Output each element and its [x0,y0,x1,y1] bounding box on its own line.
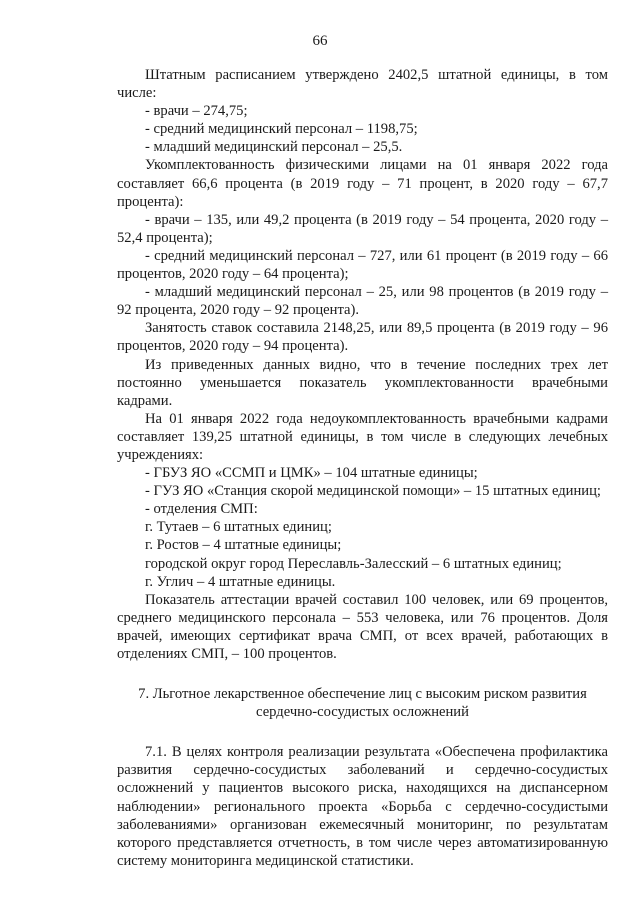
list-item-uglich: г. Углич – 4 штатные единицы. [145,573,336,590]
document-body [117,66,608,870]
section-heading: 7. Льготное лекарственное обеспечение лиц с высоким риском развития сердечно-сосудистых осложнений [138,686,587,721]
list-item-mid-completeness: - средний медицинский персонал – 727, или 61 процент (в 2019 году – 66 процентов, 2020 году – 64 процента); [117,247,608,283]
paragraph-attestation: Показатель аттестации врачей составил 100 человек, или 69 процентов, среднего медицинского персонала – 553 человека, или 76 процентов. Доля врачей, имеющих сертификат врача СМП, от всех врачей, работающих в отделениях СМП, – 100 процентов. [117,591,608,662]
page-number: 66 [312,33,328,49]
list-item-tutaev: г. Тутаев – 6 штатных единиц; [145,519,332,536]
list-item-junior-completeness: - младший медицинский персонал – 25, или 98 процентов (в 2019 году – 92 процента, 2020 году – 92 процента). [117,284,608,319]
list-item-doctors: - врачи – 274,75; [145,103,248,120]
list-item-doctors-completeness: - врачи – 135, или 49,2 процента (в 2019 году – 54 процента, 2020 году – 52,4 процента); [117,211,608,246]
list-item-pereslavl: городской округ город Переславль-Залесский – 6 штатных единиц; [145,555,562,572]
list-item-rostov: г. Ростов – 4 штатные единицы; [145,537,342,554]
paragraph-conclusion: Из приведенных данных видно, что в течение последних трех лет постоянно уменьшается показатель укомплектованности врачебными кадрами. [117,356,608,409]
paragraph-occupancy: Занятость ставок составила 2148,25, или 89,5 процента (в 2019 году – 96 процентов, 2020 году – 94 процента). [117,320,608,355]
list-item-smp-departments: - отделения СМП: [145,501,258,518]
list-item-gbuz: - ГБУЗ ЯО «ССМП и ЦМК» – 104 штатные единицы; [145,465,478,482]
paragraph-monitoring: 7.1. В целях контроля реализации результата «Обеспечена профилактика развития сердечно-сосудистых заболеваний и сердечно-сосудистых осложнений у пациентов высокого риска, находящихся на диспансерном наблюдении» регионального проекта «Борьба с сердечно-сосудистыми заболеваниями» организован ежемесячный мониторинг, по результатам которого представляется отчетность, в том числе через автоматизированную систему мониторинга медицинской статистики. [117,744,608,869]
list-item-mid-staff: - средний медицинский персонал – 1198,75; [145,121,418,138]
list-item-junior-staff: - младший медицинский персонал – 25,5. [145,139,403,156]
paragraph-completeness: Укомплектованность физическими лицами на 01 января 2022 года составляет 66,6 процента (в 2019 году – 71 процент, в 2020 году – 67,7 процента): [117,157,608,210]
list-item-guz: - ГУЗ ЯО «Станция скорой медицинской помощи» – 15 штатных единиц; [145,483,601,500]
paragraph-staffing: Штатным расписанием утверждено 2402,5 штатной единицы, в том числе: [117,67,608,102]
paragraph-shortage: На 01 января 2022 года недоукомплектованность врачебными кадрами составляет 139,25 штатной единицы, в том числе в следующих лечебных учреждениях: [117,410,608,463]
